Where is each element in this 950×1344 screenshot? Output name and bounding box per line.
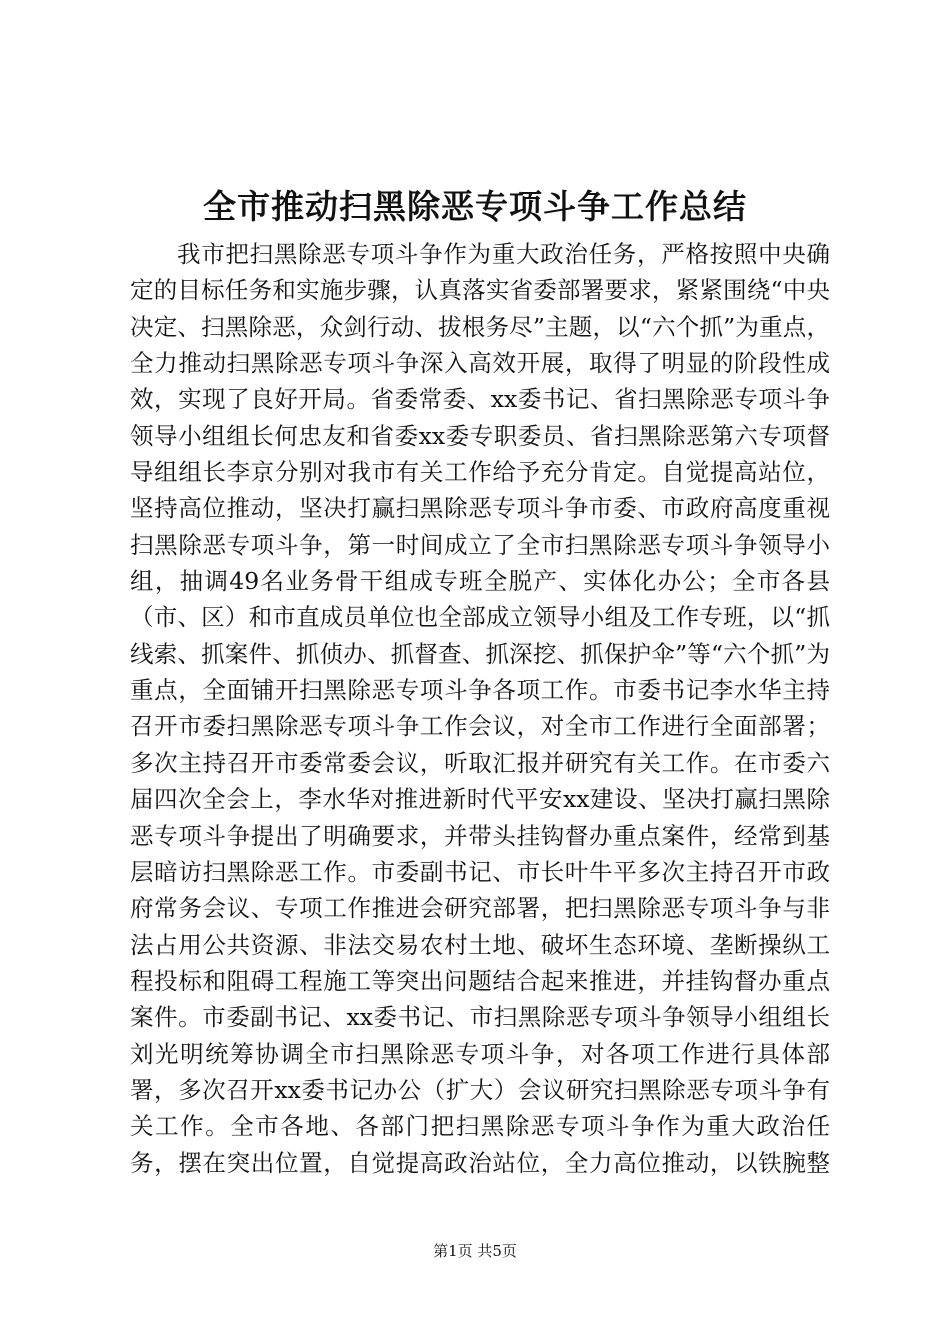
document-body-paragraph: 我市把扫黑除恶专项斗争作为重大政治任务，严格按照中央确定的目标任务和实施步骤，认真落实省委部署要求，紧紧围绕“中央决定、扫黑除恶，众剑行动、拔根务尽”主题，以“六个抓”为重点，全力推动扫黑除恶专项斗争深入高效开展，取得了明显的阶段性成效，实现了良好开局。省委常委、xx委书记、省扫黑除恶专项斗争领导小组组长何忠友和省委xx委专职委员、省扫黑除恶第六专项督导组组长李京分别对我市有关工作给予充分肯定。自觉提高站位，坚持高位推动，坚决打赢扫黑除恶专项斗争市委、市政府高度重视扫黑除恶专项斗争，第一时间成立了全市扫黑除恶专项斗争领导小组，抽调49名业务骨干组成专班全脱产、实体化办公；全市各县（市、区）和市直成员单位也全部成立领导小组及工作专班，以“抓线索、抓案件、抓侦办、抓督查、抓深挖、抓保护伞”等“六个抓”为重点，全面铺开扫黑除恶专项斗争各项工作。市委书记李水华主持召开市委扫黑除恶专项斗争工作会议，对全市工作进行全面部署；多次主持召开市委常委会议，听取汇报并研究有关工作。在市委六届四次全会上，李水华对推进新时代平安xx建设、坚决打赢扫黑除恶专项斗争提出了明确要求，并带头挂钩督办重点案件，经常到基层暗访扫黑除恶工作。市委副书记、市长叶牛平多次主持召开市政府常务会议、专项工作推进会研究部署，把扫黑除恶专项斗争与非法占用公共资源、非法交易农村土地、破坏生态环境、垄断操纵工程投标和阻碍工程施工等突出问题结合起来推进，并挂钩督办重点案件。市委副书记、xx委书记、市扫黑除恶专项斗争领导小组组长刘光明统筹协调全市扫黑除恶专项斗争，对各项工作进行具体部署，多次召开xx委书记办公（扩大）会议研究扫黑除恶专项斗争有关工作。全市各地、各部门把扫黑除恶专项斗争作为重大政治任务，摆在突出位置，自觉提高政治站位，全力高位推动，以铁腕整 (130, 240, 830, 1177)
page-number-footer: 第1页 共5页 (433, 1242, 517, 1260)
document-title: 全市推动扫黑除恶专项斗争工作总结 (203, 187, 747, 226)
